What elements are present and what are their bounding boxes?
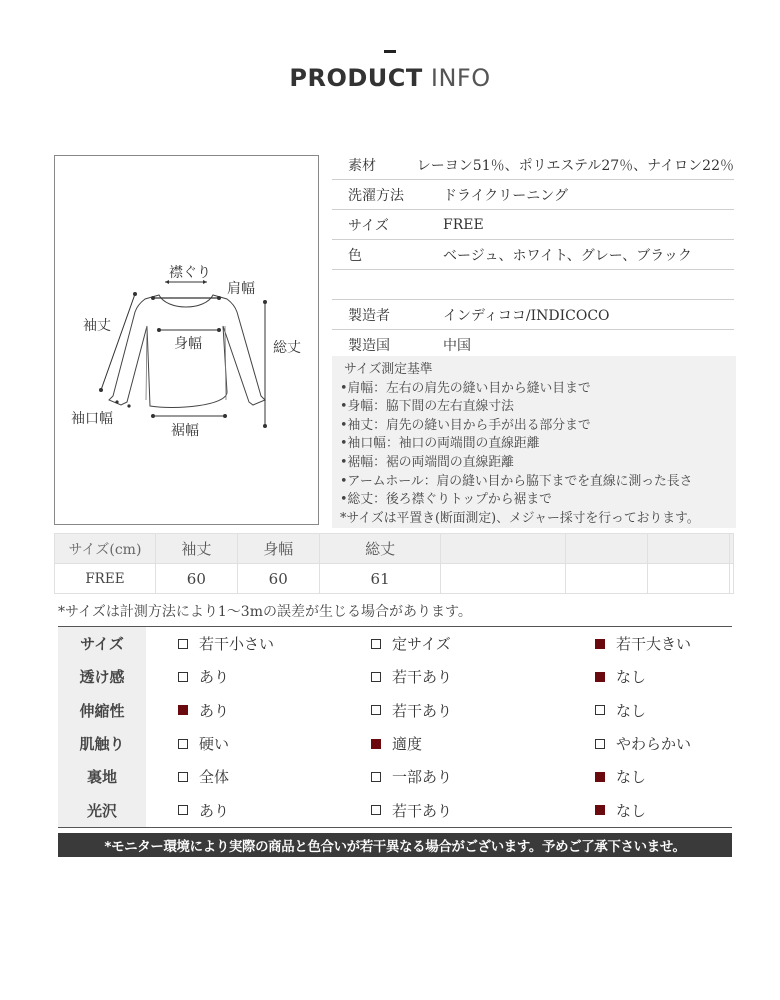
spec-row xyxy=(332,300,734,330)
size-cell: 60 xyxy=(155,564,237,594)
measurement-item: •身幅：脇下間の左右直線寸法 xyxy=(340,399,514,415)
attribute-label: サイズ xyxy=(58,627,146,660)
spec-value: レーヨン51％、ポリエステル27％、ナイロン22％ xyxy=(416,157,734,174)
spec-key: サイズ xyxy=(348,217,389,234)
attribute-option-label: なし xyxy=(616,668,647,687)
spec-value: FREE xyxy=(443,216,484,233)
spec-row xyxy=(332,240,734,270)
attribute-option-label: 若干あり xyxy=(392,801,453,820)
attribute-option-label: やわらかい xyxy=(616,735,692,754)
size-header-cell: 身幅 xyxy=(237,534,319,564)
spec-row xyxy=(332,150,734,180)
attribute-option-label: なし xyxy=(616,768,647,787)
unchecked-box-icon xyxy=(595,705,605,715)
attribute-option-label: なし xyxy=(616,701,647,720)
attribute-option xyxy=(178,700,229,721)
checked-box-icon xyxy=(595,772,605,782)
attribute-option xyxy=(595,800,646,821)
checked-box-icon xyxy=(595,639,605,649)
measurement-item: •袖口幅：袖口の両端間の直線距離 xyxy=(340,436,540,452)
label-sleeve: 袖丈 xyxy=(83,318,111,334)
unchecked-box-icon xyxy=(178,772,188,782)
attribute-option xyxy=(595,733,691,754)
attribute-option xyxy=(595,633,691,654)
unchecked-box-icon xyxy=(178,639,188,649)
attribute-option xyxy=(371,700,452,721)
spec-row xyxy=(332,180,734,210)
attribute-option xyxy=(371,633,451,654)
size-table-header xyxy=(55,534,734,564)
attribute-option xyxy=(178,633,274,654)
unchecked-box-icon xyxy=(595,739,605,749)
label-hem: 裾幅 xyxy=(171,423,199,439)
attribute-label: 伸縮性 xyxy=(58,694,146,727)
unchecked-box-icon xyxy=(371,705,381,715)
attribute-row xyxy=(58,727,732,760)
attribute-option-label: 若干小さい xyxy=(199,635,275,654)
measurement-item: •アームホール：肩の縫い目から脇下までを直線に測った長さ xyxy=(340,473,693,489)
size-note: *サイズは計測方法により1～3mの誤差が生じる場合があります。 xyxy=(58,604,472,620)
attribute-option xyxy=(178,666,229,687)
attribute-option-label: 適度 xyxy=(392,735,423,754)
attribute-row xyxy=(58,660,732,693)
spec-value: ドライクリーニング xyxy=(443,187,569,204)
spec-key: 製造者 xyxy=(348,307,390,324)
spec-value: インディココ/INDICOCO xyxy=(443,307,610,324)
spec-key: 製造国 xyxy=(348,337,390,354)
size-cell: 60 xyxy=(237,564,319,594)
title-light: INFO xyxy=(430,64,491,92)
size-header-cell xyxy=(566,534,648,564)
label-neck: 襟ぐり xyxy=(169,265,211,281)
attribute-option xyxy=(178,766,229,787)
attribute-option xyxy=(595,766,646,787)
attribute-option-label: あり xyxy=(199,668,230,687)
attribute-row xyxy=(58,627,732,660)
attribute-option xyxy=(178,733,229,754)
attribute-option xyxy=(178,800,229,821)
attribute-label: 透け感 xyxy=(58,660,146,693)
monitor-disclaimer-banner: *モニター環境により実際の商品と色合いが若干異なる場合がございます。予めご了承下さいませ。 xyxy=(58,833,732,857)
attribute-option-label: 硬い xyxy=(199,735,230,754)
size-table-row xyxy=(55,564,734,594)
size-header-cell: 袖丈 xyxy=(155,534,237,564)
spec-value: ベージュ、ホワイト、グレー、ブラック xyxy=(443,247,692,264)
checked-box-icon xyxy=(371,739,381,749)
measurement-criteria xyxy=(332,356,736,528)
attribute-option xyxy=(371,766,452,787)
label-body-width: 身幅 xyxy=(174,336,202,352)
attribute-label: 肌触り xyxy=(58,727,146,760)
measurement-item: •肩幅：左右の肩先の縫い目から縫い目まで xyxy=(340,380,591,396)
attribute-option xyxy=(371,666,452,687)
label-cuff: 袖口幅 xyxy=(71,411,113,427)
attribute-row xyxy=(58,694,732,727)
attribute-option-label: 一部あり xyxy=(392,768,453,787)
size-table xyxy=(54,533,734,594)
measurement-heading: サイズ測定基準 xyxy=(344,362,433,377)
attribute-option-label: あり xyxy=(199,801,230,820)
spec-table xyxy=(332,150,734,360)
attribute-option xyxy=(371,733,422,754)
attribute-option-label: なし xyxy=(616,801,647,820)
unchecked-box-icon xyxy=(371,772,381,782)
measurement-item: •総丈：後ろ襟ぐりトップから裾まで xyxy=(340,492,552,508)
size-header-cell: サイズ(cm) xyxy=(55,534,156,564)
attribute-option-label: 若干あり xyxy=(392,668,453,687)
attribute-table xyxy=(58,626,732,828)
attribute-option-label: 全体 xyxy=(199,768,230,787)
attribute-row xyxy=(58,760,732,793)
garment-diagram xyxy=(54,155,319,525)
title-bold: PRODUCT xyxy=(289,64,423,92)
size-header-cell xyxy=(441,534,566,564)
page-title xyxy=(0,64,780,92)
spec-value: 中国 xyxy=(443,337,471,354)
attribute-option-label: 若干あり xyxy=(392,701,453,720)
size-cell xyxy=(648,564,730,594)
measurement-item: *サイズは平置き(断面測定)、メジャー採寸を行っております。 xyxy=(340,510,700,526)
size-header-cell xyxy=(648,534,730,564)
attribute-label: 裏地 xyxy=(58,760,146,793)
spec-key: 色 xyxy=(348,247,362,264)
measurement-item: •裾幅：裾の両端間の直線距離 xyxy=(340,454,514,470)
label-total-length: 総丈 xyxy=(273,340,301,356)
size-header-cell: 総丈 xyxy=(319,534,441,564)
attribute-option-label: あり xyxy=(199,701,230,720)
size-cell xyxy=(729,564,733,594)
unchecked-box-icon xyxy=(178,805,188,815)
unchecked-box-icon xyxy=(371,672,381,682)
checked-box-icon xyxy=(595,805,605,815)
checked-box-icon xyxy=(595,672,605,682)
attribute-row xyxy=(58,793,732,826)
size-header-cell xyxy=(729,534,733,564)
attribute-option xyxy=(371,800,452,821)
spec-row xyxy=(332,210,734,240)
attribute-option xyxy=(595,666,646,687)
spec-key: 素材 xyxy=(348,157,376,174)
unchecked-box-icon xyxy=(371,639,381,649)
size-cell: FREE xyxy=(55,564,156,594)
attribute-option-label: 定サイズ xyxy=(392,635,451,654)
unchecked-box-icon xyxy=(371,805,381,815)
spec-row xyxy=(332,270,734,300)
unchecked-box-icon xyxy=(178,739,188,749)
unchecked-box-icon xyxy=(178,672,188,682)
attribute-option-label: 若干大きい xyxy=(616,635,692,654)
size-cell xyxy=(441,564,566,594)
size-cell: 61 xyxy=(319,564,441,594)
title-dash xyxy=(384,50,396,53)
attribute-option xyxy=(595,700,646,721)
checked-box-icon xyxy=(178,705,188,715)
spec-key: 洗濯方法 xyxy=(348,187,404,204)
size-cell xyxy=(566,564,648,594)
attribute-label: 光沢 xyxy=(58,793,146,826)
measurement-item: •袖丈：肩先の縫い目から手が出る部分まで xyxy=(340,417,591,433)
label-shoulder: 肩幅 xyxy=(227,281,255,297)
